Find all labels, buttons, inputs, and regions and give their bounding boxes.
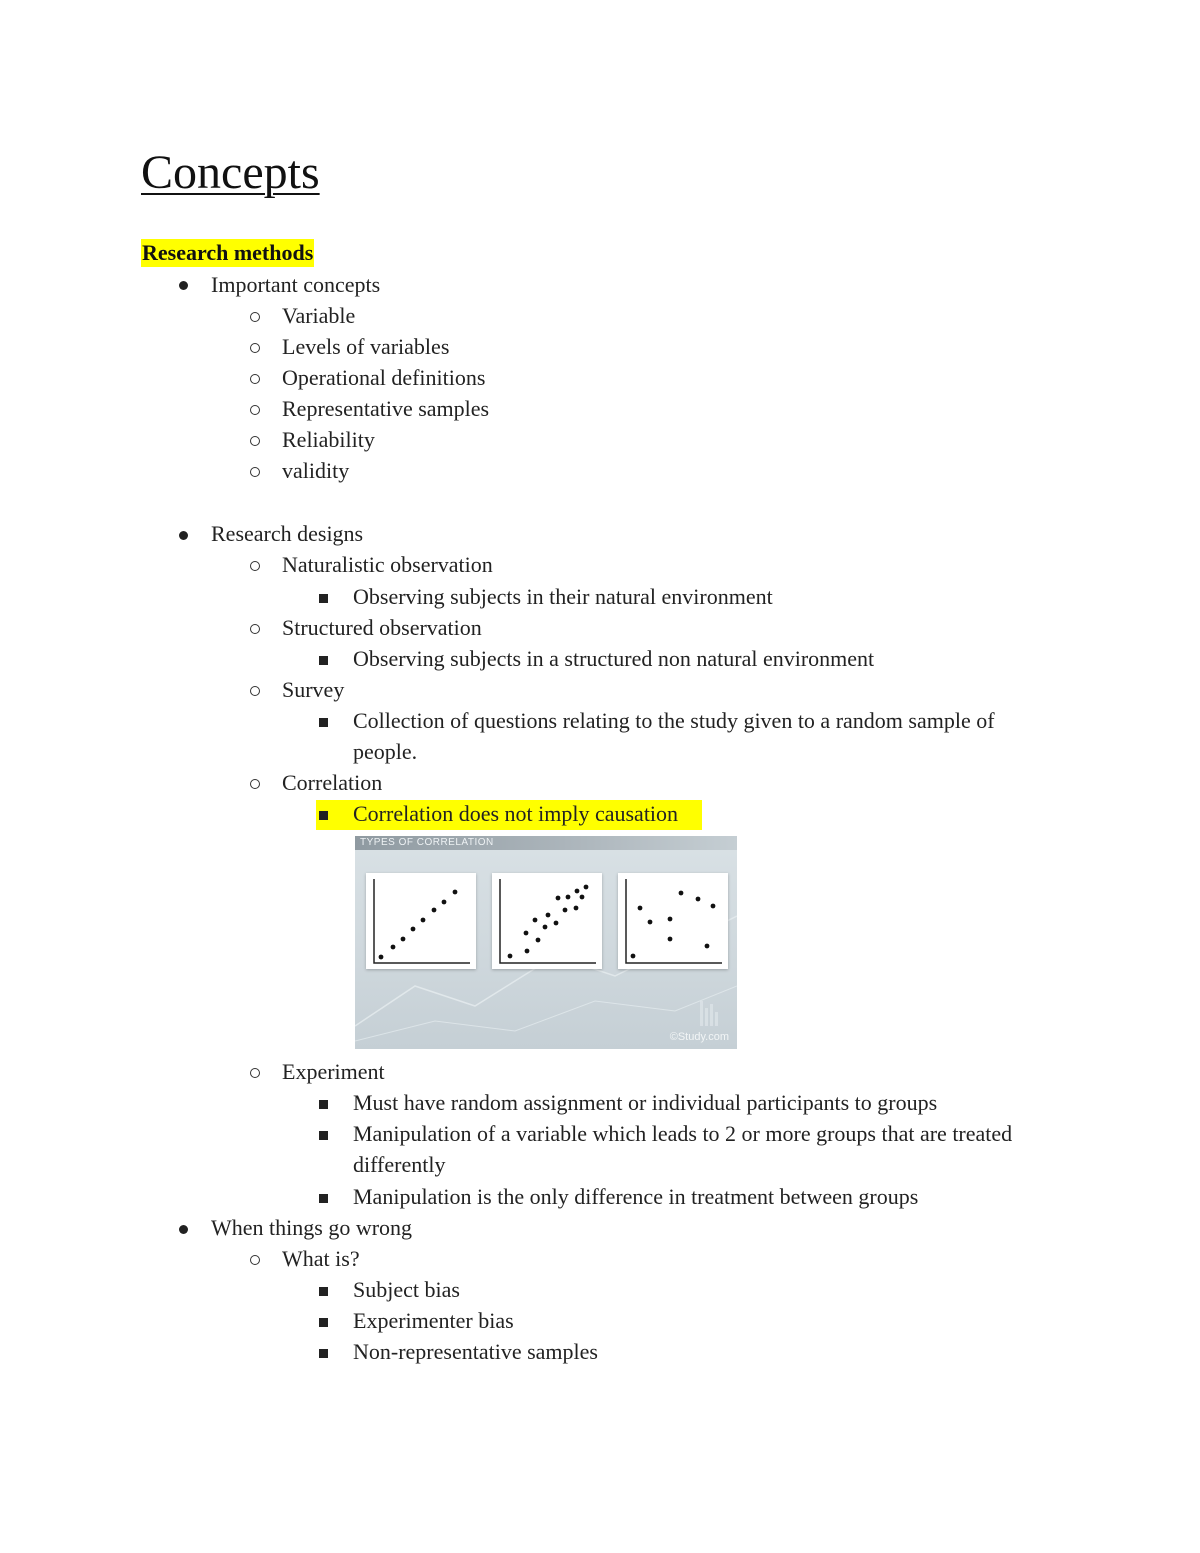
list-item-representative-samples: Representative samples	[282, 396, 490, 421]
bullet-circle-icon	[250, 779, 260, 789]
list-item-variable: Variable	[282, 303, 356, 328]
bullet-square-icon	[319, 1100, 328, 1109]
positive-correlation-plot	[366, 873, 476, 969]
bullet-square-icon	[319, 1287, 328, 1296]
bullet-circle-icon	[250, 405, 260, 415]
detail-structured: Observing subjects in a structured non natural environment	[353, 646, 875, 671]
list-item-correlation: Correlation	[282, 770, 383, 795]
correlation-types-image	[355, 836, 737, 1049]
scatter-positive	[366, 873, 476, 969]
bullet-circle-icon	[250, 312, 260, 322]
image-banner-text: TYPES OF CORRELATION	[360, 837, 494, 848]
list-item-research-designs: Research designs	[211, 521, 364, 546]
list-item-structured-observation: Structured observation	[282, 615, 482, 640]
bullet-square-icon	[319, 718, 328, 727]
bullet-circle-icon	[250, 561, 260, 571]
bullet-square-icon	[319, 811, 328, 820]
detail-naturalistic: Observing subjects in their natural environment	[353, 584, 773, 609]
detail-experiment-2-line-2: differently	[353, 1152, 446, 1177]
bullet-disc-icon	[179, 281, 188, 290]
no-correlation-plot	[618, 873, 728, 969]
list-item-survey: Survey	[282, 677, 345, 702]
detail-experimenter-bias: Experimenter bias	[353, 1308, 514, 1333]
image-watermark: ©Study.com	[669, 1031, 729, 1043]
bullet-circle-icon	[250, 1255, 260, 1265]
bullet-square-icon	[319, 1131, 328, 1140]
bullet-circle-icon	[250, 624, 260, 634]
bullet-square-icon	[319, 656, 328, 665]
list-item-levels-of-variables: Levels of variables	[282, 334, 450, 359]
detail-survey-line-1: Collection of questions relating to the study given to a random sample of	[353, 708, 995, 733]
list-item-important-concepts: Important concepts	[211, 272, 381, 297]
bullet-circle-icon	[250, 374, 260, 384]
detail-experiment-2-line-1: Manipulation of a variable which leads to 2 or more groups that are treated	[353, 1121, 1013, 1146]
bullet-disc-icon	[179, 531, 188, 540]
list-item-reliability: Reliability	[282, 427, 375, 452]
page-title: Concepts	[141, 146, 320, 199]
list-item-naturalistic-observation: Naturalistic observation	[282, 552, 493, 577]
list-item-when-things-go-wrong: When things go wrong	[211, 1215, 413, 1240]
bullet-circle-icon	[250, 343, 260, 353]
detail-subject-bias: Subject bias	[353, 1277, 460, 1302]
scatter-none	[618, 873, 728, 969]
bullet-square-icon	[319, 1318, 328, 1327]
weak-correlation-plot	[492, 873, 602, 969]
detail-experiment-3: Manipulation is the only difference in treatment between groups	[353, 1184, 919, 1209]
bullet-circle-icon	[250, 436, 260, 446]
bullet-disc-icon	[179, 1225, 188, 1234]
bullet-square-icon	[319, 1194, 328, 1203]
list-item-what-is: What is?	[282, 1246, 360, 1271]
section-heading: Research methods	[142, 240, 314, 265]
scatter-weak	[492, 873, 602, 969]
list-item-validity: validity	[282, 458, 350, 483]
bullet-square-icon	[319, 1349, 328, 1358]
detail-non-representative-samples: Non-representative samples	[353, 1339, 598, 1364]
bullet-square-icon	[319, 594, 328, 603]
detail-survey-line-2: people.	[353, 739, 418, 764]
bullet-circle-icon	[250, 1068, 260, 1078]
list-item-operational-definitions: Operational definitions	[282, 365, 486, 390]
list-item-experiment: Experiment	[282, 1059, 385, 1084]
bullet-circle-icon	[250, 467, 260, 477]
detail-experiment-1: Must have random assignment or individual participants to groups	[353, 1090, 938, 1115]
bullet-circle-icon	[250, 686, 260, 696]
detail-correlation: Correlation does not imply causation	[353, 801, 679, 826]
